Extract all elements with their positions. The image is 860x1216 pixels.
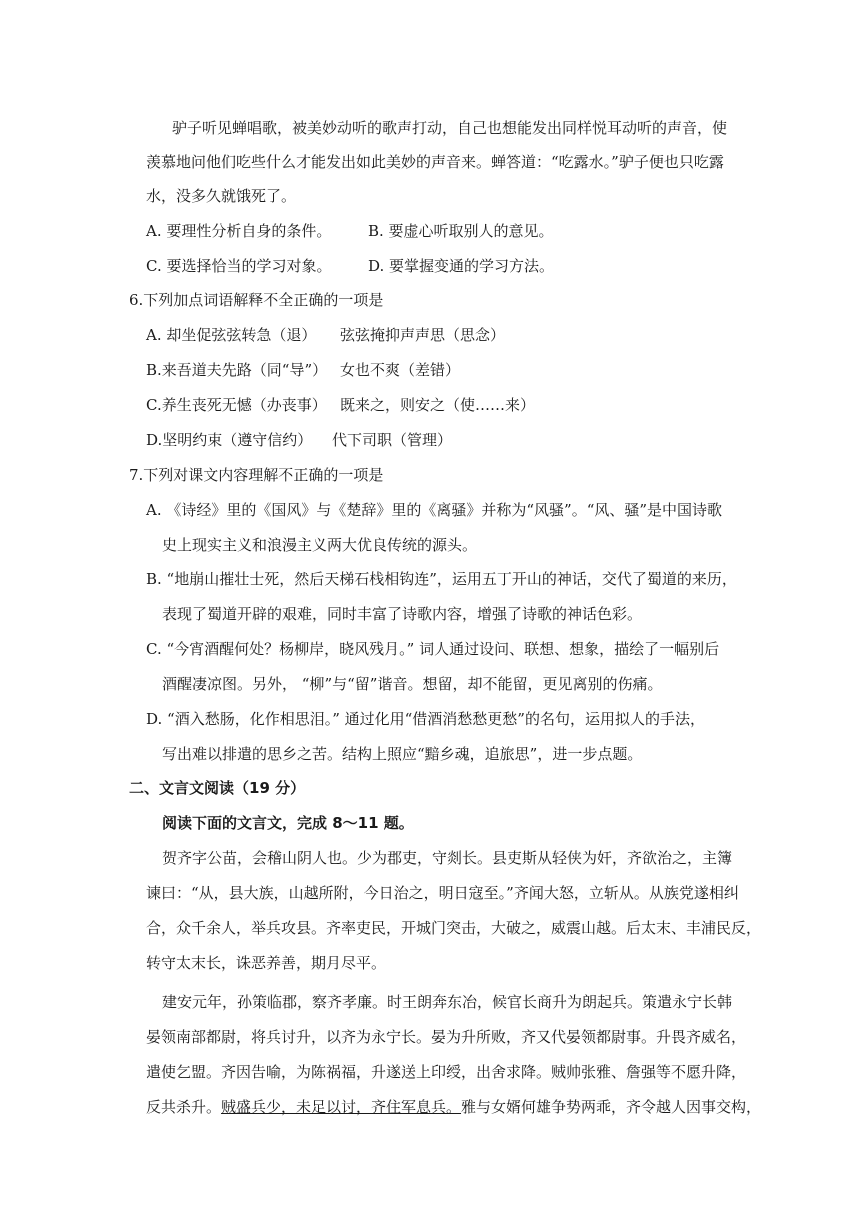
classical-p2-line-4-end: 雅与女婿何雄争势两乖，齐令越人因事交构，: [461, 1098, 762, 1116]
underlined-sentence: 贼盛兵少，未足以讨，齐住军息兵。: [221, 1098, 462, 1116]
section-2-heading: 二、文言文阅读（19 分）: [129, 779, 306, 797]
q7-option-b-line-2: 表现了蜀道开辟的艰难，同时丰富了诗歌内容，增强了诗歌的神话色彩。: [162, 605, 643, 623]
classical-p2-line-3: 遣使乞盟。齐因告喻，为陈祸福，升遂送上印绶，出舍求降。贼帅张雅、詹强等不愿升降，: [146, 1063, 747, 1081]
classical-p2-line-4: [146, 1097, 761, 1117]
q6-option-b-1: B.来吾道夫先路（同“导”）: [146, 361, 328, 379]
q6-stem: 6.下列加点词语解释不全正确的一项是: [129, 291, 384, 309]
q7-option-d-line-2: 写出难以排遣的思乡之苦。结构上照应“黯乡魂，追旅思”，进一步点题。: [162, 745, 643, 763]
q7-option-c-line-1: C. “今宵酒醒何处？杨柳岸，晓风残月。” 词人通过设问、联想、想象，描绘了一幅别后: [146, 640, 720, 658]
q7-option-c-line-2: 酒醒凄凉图。另外， “柳”与“留”谐音。想留，却不能留，更见离别的伤痛。: [162, 675, 663, 693]
passage-line-1: 驴子听见蝉唱歌，被美妙动听的歌声打动，自己也想能发出同样悦耳动听的声音，使: [172, 119, 728, 137]
classical-p1-line-2: 谏曰：“从，县大族，山越所附，今日治之，明日寇至。”齐闻大怒，立斩从。从族党遂相纠: [146, 884, 739, 902]
classical-p2-line-2: 晏领南部都尉，将兵讨升，以齐为永宁长。晏为升所败，齐又代晏领都尉事。升畏齐威名，: [146, 1028, 747, 1046]
q6-option-a-2: 弦弦掩抑声声思（思念）: [340, 326, 506, 344]
passage-line-3: 水，没多久就饿死了。: [146, 187, 297, 205]
classical-p1-line-1: 贺齐字公苗，会稽山阴人也。少为郡吏，守剡长。县吏斯从轻侠为奸，齐欲治之，主簿: [162, 849, 733, 867]
q7-option-a-line-2: 史上现实主义和浪漫主义两大优良传统的源头。: [162, 536, 478, 554]
q5-option-a: A. 要理性分析自身的条件。: [146, 222, 332, 240]
classical-p2-line-4-start: 反共杀升。: [146, 1098, 222, 1116]
passage-line-2: 羡慕地问他们吃些什么才能发出如此美妙的声音来。蝉答道：“吃露水。”驴子便也只吃露: [146, 153, 724, 171]
q6-option-d-2: 代下司职（管理）: [332, 431, 453, 449]
q5-option-d: D. 要掌握变通的学习方法。: [368, 257, 555, 275]
classical-p1-line-3: 合，众千余人，举兵攻县。齐率吏民，开城门突击，大破之，威震山越。后太末、丰浦民反，: [146, 919, 762, 937]
q7-option-b-line-1: B. “地崩山摧壮士死，然后天梯石栈相钩连”，运用五丁开山的神话，交代了蜀道的来历，: [146, 570, 737, 588]
q6-option-d-1: D.坚明约束（遵守信约）: [146, 431, 313, 449]
q7-option-d-line-1: D. “酒入愁肠，化作相思泪。” 通过化用“借酒消愁愁更愁”的名句，运用拟人的手法，: [146, 710, 705, 728]
q7-option-a-line-1: A. 《诗经》里的《国风》与《楚辞》里的《离骚》并称为“风骚”。“风、骚”是中国诗歌: [146, 501, 723, 519]
q6-option-b-2: 女也不爽（差错）: [340, 361, 461, 379]
q5-option-c: C. 要选择恰当的学习对象。: [146, 257, 332, 275]
classical-p1-line-4: 转守太末长，诛恶养善，期月尽平。: [146, 954, 387, 972]
q6-option-c-1: C.养生丧死无憾（办丧事）: [146, 396, 327, 414]
q5-option-b: B. 要虚心听取别人的意见。: [368, 222, 554, 240]
classical-p2-line-1: 建安元年，孙策临郡，察齐孝廉。时王朗奔东冶，候官长商升为朗起兵。策遣永宁长韩: [162, 993, 733, 1011]
section-2-instruction: 阅读下面的文言文，完成 8～11 题。: [162, 814, 414, 832]
q6-option-c-2: 既来之，则安之（使……来）: [340, 396, 536, 414]
q6-option-a-1: A. 却坐促弦弦转急（退）: [146, 326, 317, 344]
q7-stem: 7.下列对课文内容理解不正确的一项是: [129, 466, 384, 484]
